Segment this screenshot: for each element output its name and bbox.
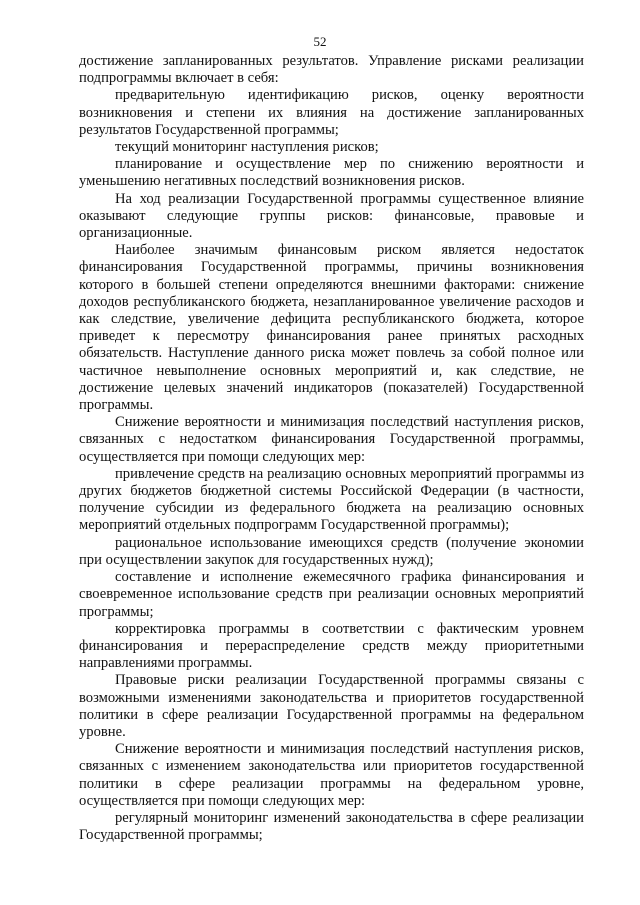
paragraph: Наиболее значимым финансовым риском является недостаток финансирования Государственной программы, причины возникновения которого в большей степени определяются внешними факторами: снижение доходов республиканского бюджета, незапланированное увеличение расходов и как следствие, увеличение дефицита республиканского бюджета, которое приведет к пересмотру финансирования ранее принятых расходных обязательств. Наступление данного риска может повлечь за собой полное или частичное невыполнение основных мероприятий и, как следствие, не достижение целевых значений индикаторов (показателей) Государственной программы. bbox=[79, 242, 584, 414]
paragraph: достижение запланированных результатов. Управление рисками реализации подпрограммы включает в себя: bbox=[79, 53, 584, 87]
paragraph: корректировка программы в соответствии с фактическим уровнем финансирования и перераспределение средств между приоритетными направлениями программы. bbox=[79, 620, 584, 672]
paragraph: Снижение вероятности и минимизация последствий наступления рисков, связанных с изменением законодательства или приоритетов государственной политики в сфере реализации программы на федеральном уровне, осуществляется при помощи следующих мер: bbox=[79, 741, 584, 809]
paragraph: планирование и осуществление мер по снижению вероятности и уменьшению негативных последствий возникновения рисков. bbox=[79, 156, 584, 190]
paragraph: На ход реализации Государственной программы существенное влияние оказывают следующие группы рисков: финансовые, правовые и организационные. bbox=[79, 190, 584, 242]
paragraph: Снижение вероятности и минимизация последствий наступления рисков, связанных с недостатком финансирования Государственной программы, осуществляется при помощи следующих мер: bbox=[79, 414, 584, 465]
paragraph: Правовые риски реализации Государственной программы связаны с возможными изменениями законодательства и приоритетов государственной политики в сфере реализации Государственной программы на федеральном уровне. bbox=[79, 672, 584, 740]
paragraph: текущий мониторинг наступления рисков; bbox=[115, 139, 379, 156]
paragraph: регулярный мониторинг изменений законодательства в сфере реализации Государственной программы; bbox=[79, 809, 584, 844]
document-body bbox=[79, 53, 584, 844]
page-number: 52 bbox=[313, 34, 327, 49]
paragraph: привлечение средств на реализацию основных мероприятий программы из других бюджетов бюджетной системы Российской Федерации (в частности, получение субсидии из федерального бюджета на реализацию основных мероприятий отдельных подпрограмм Государственной программы); bbox=[79, 465, 584, 534]
paragraph: рациональное использование имеющихся средств (получение экономии при осуществлении закупок для государственных нужд); bbox=[79, 534, 584, 568]
paragraph: составление и исполнение ежемесячного графика финансирования и своевременное использование средств при реализации основных мероприятий программы; bbox=[79, 569, 584, 620]
paragraph: предварительную идентификацию рисков, оценку вероятности возникновения и степени их влияния на достижение запланированных результатов Государственной программы; bbox=[79, 87, 584, 138]
